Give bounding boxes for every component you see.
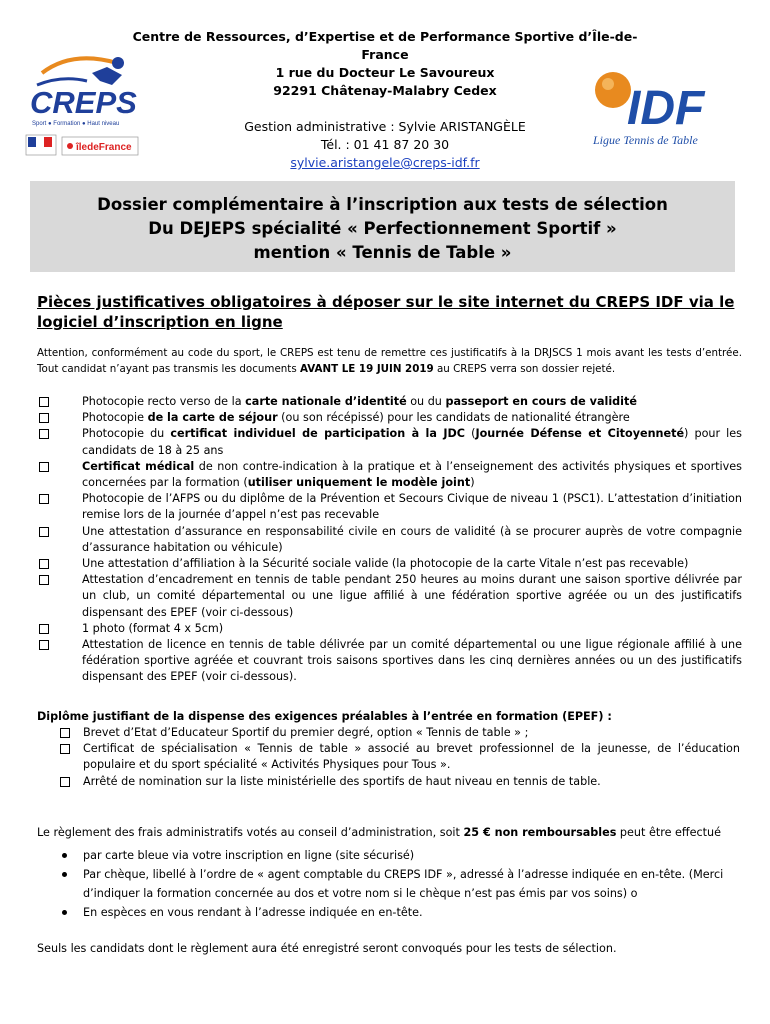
checkbox-icon[interactable] bbox=[39, 462, 49, 472]
checkbox-icon[interactable] bbox=[39, 575, 49, 585]
checklist-item: Une attestation d’affiliation à la Sécurité sociale valide (la photocopie de la carte Vitale n’est pas recevable) bbox=[37, 556, 742, 572]
fees-paragraph: Le règlement des frais administratifs votés au conseil d’administration, soit 25 € non remboursables peut être effectué bbox=[37, 826, 721, 839]
creps-wordmark: CREPS bbox=[30, 85, 137, 120]
checkbox-icon[interactable] bbox=[60, 728, 70, 738]
bullet-icon bbox=[62, 872, 67, 877]
creps-tagline: Sport ● Formation ● Haut niveau bbox=[32, 121, 120, 127]
checkbox-icon[interactable] bbox=[39, 559, 49, 569]
checklist-item: Photocopie du certificat individuel de participation à la JDC (Journée Défense et Citoyenneté) pour les candidats de 18 à 25 ans bbox=[37, 426, 742, 458]
admin-name: Gestion administrative : Sylvie ARISTANGÈLE bbox=[244, 119, 526, 134]
required-documents-heading: Pièces justificatives obligatoires à déposer sur le site internet du CREPS IDF via le logiciel d’inscription en ligne bbox=[37, 293, 735, 331]
checklist-item: 1 photo (format 4 x 5cm) bbox=[37, 621, 742, 637]
header-line-2: 1 rue du Docteur Le Savoureux bbox=[275, 65, 495, 80]
payment-option: Par chèque, libellé à l’ordre de « agent comptable du CREPS IDF », adressé à l’adresse indiquée en en-tête. (Merci d’indiquer la formation concernée au dos et votre nom si le chèque n’est pas émis par vos soins) o bbox=[60, 865, 740, 903]
checklist-item: Photocopie de la carte de séjour (ou son récépissé) pour les candidats de nationalité étrangère bbox=[37, 410, 742, 426]
epef-item: Certificat de spécialisation « Tennis de table » associé au brevet professionnel de la jeunesse, de l’éducation populaire et du sport spécialité « Activités Physiques pour Tous ». bbox=[60, 741, 740, 773]
fee-amount: 25 € non remboursables bbox=[463, 826, 617, 839]
checkbox-icon[interactable] bbox=[60, 744, 70, 754]
checklist-item: Certificat médical de non contre-indication à la pratique et à l’enseignement des activités physiques et sportives concernées par la formation (utiliser uniquement le modèle joint) bbox=[37, 459, 742, 491]
epef-item: Arrêté de nomination sur la liste ministérielle des sportifs de haut niveau en tennis de table. bbox=[60, 774, 740, 790]
checkbox-icon[interactable] bbox=[60, 777, 70, 787]
convocation-note: Seuls les candidats dont le règlement aura été enregistré seront convoqués pour les tests de sélection. bbox=[37, 942, 617, 955]
checklist-item: Une attestation d’assurance en responsabilité civile en cours de validité (à se procurer auprès de votre compagnie d’assurance habitation ou véhicule) bbox=[37, 524, 742, 556]
region-logo-text: îledeFrance bbox=[76, 142, 132, 153]
idf-tagline: Ligue Tennis de Table bbox=[593, 133, 698, 147]
checkbox-icon[interactable] bbox=[39, 397, 49, 407]
admin-email-link[interactable]: sylvie.aristangele@creps-idf.fr bbox=[290, 155, 480, 170]
checkbox-icon[interactable] bbox=[39, 640, 49, 650]
checkbox-icon[interactable] bbox=[39, 413, 49, 423]
header-line-1: Centre de Ressources, d’Expertise et de Performance Sportive d’Île-de-France bbox=[132, 29, 638, 62]
checklist-item: Photocopie de l’AFPS ou du diplôme de la Prévention et Secours Civique de niveau 1 (PSC1). L’attestation d’initiation remise lors de la journée d’appel n’est pas recevable bbox=[37, 491, 742, 523]
title-line-3: mention « Tennis de Table » bbox=[253, 243, 512, 262]
creps-address-block bbox=[130, 28, 640, 100]
documents-checklist bbox=[37, 394, 742, 686]
bullet-icon bbox=[62, 853, 67, 858]
attention-paragraph: Attention, conformément au code du sport, le CREPS est tenu de remettre ces justificatifs à la DRJSCS 1 mois avant les tests d’entrée. Tout candidat n’ayant pas transmis les documents AVANT LE 19 JUIN 2019 au CREPS verra son dossier rejeté. bbox=[37, 347, 742, 375]
checklist-item: Attestation de licence en tennis de table délivrée par un comité départemental ou une ligue régionale affilié à une fédération sportive agréée et couvrant trois saisons sportives dans les cinq dernières années ou un des justificatifs dispensant des EPEF (voir ci-dessous). bbox=[37, 637, 742, 686]
bullet-icon bbox=[62, 910, 67, 915]
payment-option: En espèces en vous rendant à l’adresse indiquée en en-tête. bbox=[60, 903, 740, 922]
epef-item: Brevet d’Etat d’Educateur Sportif du premier degré, option « Tennis de table » ; bbox=[60, 725, 740, 741]
payment-options-list bbox=[60, 846, 740, 922]
document-title-box bbox=[30, 181, 735, 272]
creps-logo bbox=[22, 45, 147, 165]
checklist-item: Photocopie recto verso de la carte nationale d’identité ou du passeport en cours de validité bbox=[37, 394, 742, 410]
checkbox-icon[interactable] bbox=[39, 624, 49, 634]
payment-option: par carte bleue via votre inscription en ligne (site sécurisé) bbox=[60, 846, 740, 865]
admin-contact-block bbox=[205, 118, 565, 172]
checklist-item: Attestation d’encadrement en tennis de table pendant 250 heures au moins durant une saison sportive délivrée par un club, un comité départemental ou une ligue affilié à une fédération sportive agréée ou un des justificatifs dispensant des EPEF (voir ci-dessous) bbox=[37, 572, 742, 621]
checkbox-icon[interactable] bbox=[39, 494, 49, 504]
epef-heading: Diplôme justifiant de la dispense des exigences préalables à l’entrée en formation (EPEF) : bbox=[37, 710, 612, 723]
title-line-1: Dossier complémentaire à l’inscription aux tests de sélection bbox=[97, 195, 668, 214]
title-line-2: Du DEJEPS spécialité « Perfectionnement Sportif » bbox=[148, 219, 617, 238]
idf-wordmark: IDF bbox=[627, 82, 705, 135]
checkbox-icon[interactable] bbox=[39, 429, 49, 439]
checkbox-icon[interactable] bbox=[39, 527, 49, 537]
deadline: AVANT LE 19 JUIN 2019 bbox=[299, 363, 434, 375]
epef-list bbox=[60, 725, 740, 790]
header-line-3: 92291 Châtenay-Malabry Cedex bbox=[273, 83, 497, 98]
admin-phone: Tél. : 01 41 87 20 30 bbox=[320, 137, 450, 152]
